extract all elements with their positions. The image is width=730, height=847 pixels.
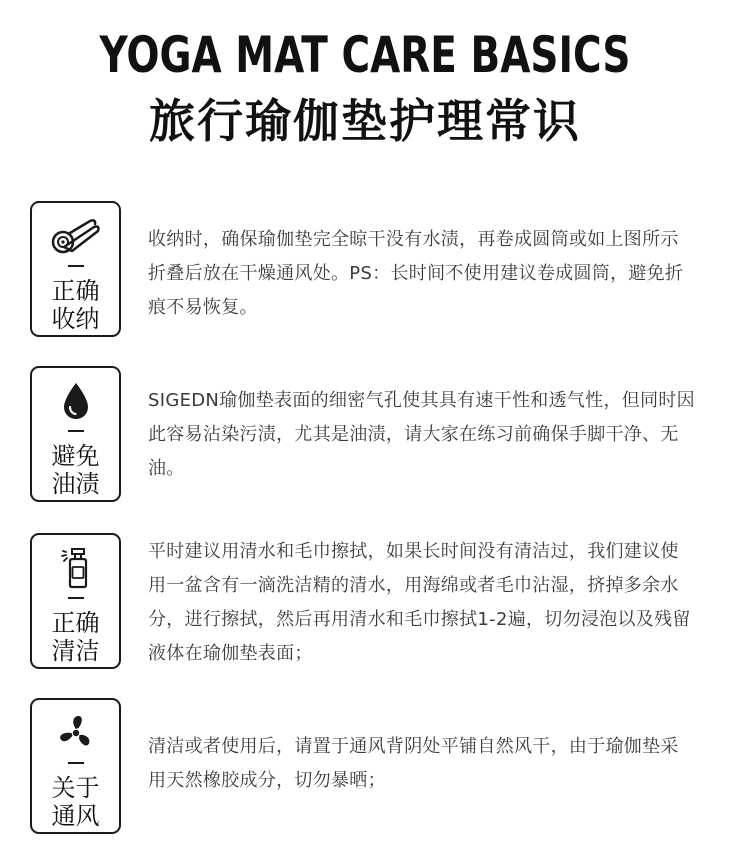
icon-badge-cleaning: [30, 533, 121, 669]
divider-dash: [68, 762, 84, 764]
section-label: 避免 油渍: [51, 442, 100, 498]
fan-icon: [50, 712, 102, 754]
rolled-mat-icon: [50, 215, 102, 257]
page-title-english: YOGA MAT CARE BASICS: [99, 26, 631, 84]
section-description: 清洁或者使用后，请置于通风背阴处平铺自然风干，由于瑜伽垫采用天然橡胶成分，切勿暴晒；: [148, 736, 679, 791]
section-label: 正确 收纳: [51, 277, 100, 333]
spray-bottle-icon: [50, 547, 102, 589]
section-description: 平时建议用清水和毛巾擦拭，如果长时间没有清洁过，我们建议使用一盆含有一滴洗洁精的清水，用海绵或者毛巾沾湿，挤掉多余水分，进行擦拭，然后再用清水和毛巾擦拭1-2遍，切勿浸泡以及残留液体在瑜伽垫表面；: [148, 541, 691, 664]
page-title-chinese: 旅行瑜伽垫护理常识: [149, 94, 581, 148]
icon-badge-storage: [30, 201, 121, 337]
divider-dash: [68, 597, 84, 599]
section-label: 关于 通风: [51, 774, 100, 830]
divider-dash: [68, 265, 84, 267]
divider-dash: [68, 430, 84, 432]
icon-badge-oil: [30, 366, 121, 502]
section-description: 收纳时，确保瑜伽垫完全晾干没有水渍，再卷成圆筒或如上图所示折叠后放在干燥通风处。PS：长时间不使用建议卷成圆筒，避免折痕不易恢复。: [148, 229, 684, 318]
section-label: 正确 清洁: [51, 609, 100, 665]
icon-badge-ventilation: [30, 698, 121, 834]
oil-drop-icon: [50, 380, 102, 422]
section-description: SIGEDN瑜伽垫表面的细密气孔使其具有速干性和透气性，但同时因此容易沾染污渍，尤其是油渍，请大家在练习前确保手脚干净、无油。: [148, 390, 695, 479]
